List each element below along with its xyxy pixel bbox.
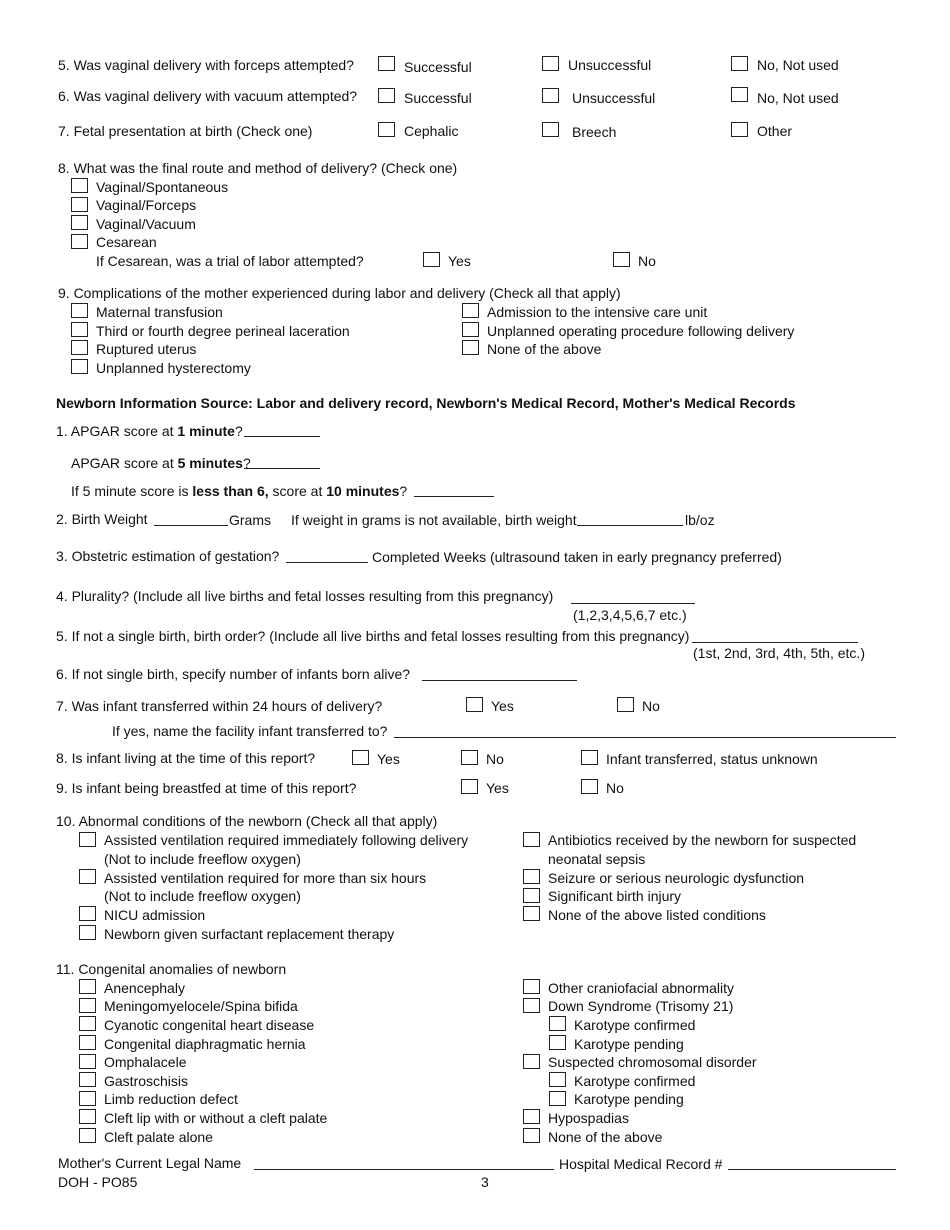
living-status-unknown-label: Infant transferred, status unknown: [606, 751, 818, 767]
q6-not-used-checkbox[interactable]: [731, 87, 748, 102]
birth-weight-label: 2. Birth Weight: [56, 511, 148, 527]
q9-ruptured-uterus-label: Ruptured uterus: [96, 341, 197, 357]
cyanotic-heart-checkbox[interactable]: [79, 1016, 96, 1031]
q9-hysterectomy-label: Unplanned hysterectomy: [96, 360, 251, 376]
none-conditions-label: None of the above listed conditions: [548, 907, 766, 923]
cleft-lip-checkbox[interactable]: [79, 1109, 96, 1124]
breastfed-no-checkbox[interactable]: [581, 779, 598, 794]
q8-trial-yes-checkbox[interactable]: [423, 252, 440, 267]
vent-immediate-checkbox[interactable]: [79, 832, 96, 847]
q6-not-used-label: No, Not used: [757, 90, 839, 106]
q8-spontaneous-label: Vaginal/Spontaneous: [96, 179, 229, 195]
q9-laceration-checkbox[interactable]: [71, 322, 88, 337]
infants-alive-question: 6. If not single birth, specify number of infants born alive?: [56, 666, 411, 682]
q8-trial-yes-label: Yes: [448, 253, 471, 269]
birth-order-hint: (1st, 2nd, 3rd, 4th, 5th, etc.): [693, 645, 865, 661]
cleft-lip-label: Cleft lip with or without a cleft palate: [104, 1110, 328, 1126]
breastfed-no-label: No: [606, 780, 624, 796]
q5-unsuccessful-checkbox[interactable]: [542, 56, 559, 71]
omphalacele-label: Omphalacele: [104, 1054, 187, 1070]
hypospadias-checkbox[interactable]: [523, 1109, 540, 1124]
plurality-question: 4. Plurality? (Include all live births and fetal losses resulting from this pregnancy): [56, 588, 554, 604]
q9-hysterectomy-checkbox[interactable]: [71, 359, 88, 374]
vent-six-hours-label: Assisted ventilation required for more than six hours: [104, 870, 427, 886]
q9-laceration-label: Third or fourth degree perineal laceration: [96, 323, 350, 339]
q8-trial-of-labor-question: If Cesarean, was a trial of labor attempted?: [96, 253, 364, 269]
living-yes-label: Yes: [377, 751, 400, 767]
q6-successful-checkbox[interactable]: [378, 88, 395, 103]
q6-unsuccessful-label: Unsuccessful: [572, 90, 656, 106]
antibiotics-checkbox[interactable]: [523, 832, 540, 847]
living-yes-checkbox[interactable]: [352, 750, 369, 765]
omphalacele-checkbox[interactable]: [79, 1054, 96, 1069]
apgar-1min-field[interactable]: [244, 436, 320, 437]
apgar-5min-question: APGAR score at 5 minutes?: [71, 455, 251, 471]
gestation-weeks-label: Completed Weeks (ultrasound taken in early pregnancy preferred): [372, 549, 782, 565]
cyanotic-heart-label: Cyanotic congenital heart disease: [104, 1017, 315, 1033]
q9-operating-procedure-checkbox[interactable]: [462, 322, 479, 337]
transferred-no-checkbox[interactable]: [617, 697, 634, 712]
antibiotics-label: Antibiotics received by the newborn for suspected: [548, 832, 857, 848]
antibiotics-note: neonatal sepsis: [548, 851, 646, 867]
infants-alive-field[interactable]: [422, 680, 577, 681]
hypospadias-label: Hypospadias: [548, 1110, 629, 1126]
q7-other-label: Other: [757, 123, 793, 139]
living-no-checkbox[interactable]: [461, 750, 478, 765]
q7-other-checkbox[interactable]: [731, 122, 748, 137]
q8-route-question: 8. What was the final route and method of delivery? (Check one): [58, 160, 458, 176]
down-syndrome-checkbox[interactable]: [523, 998, 540, 1013]
q8-trial-no-label: No: [638, 253, 656, 269]
q9-none-label: None of the above: [487, 341, 602, 357]
q5-forceps-question: 5. Was vaginal delivery with forceps attempted?: [58, 57, 354, 73]
q5-unsuccessful-label: Unsuccessful: [568, 57, 652, 73]
medical-record-field[interactable]: [728, 1169, 896, 1170]
down-syndrome-label: Down Syndrome (Trisomy 21): [548, 998, 734, 1014]
q5-not-used-label: No, Not used: [757, 57, 839, 73]
mother-name-field[interactable]: [254, 1169, 554, 1170]
breastfed-question: 9. Is infant being breastfed at time of this report?: [56, 780, 357, 796]
down-karotype-pending-checkbox[interactable]: [549, 1035, 566, 1050]
chromosomal-karotype-confirmed-checkbox[interactable]: [549, 1072, 566, 1087]
newborn-section-heading: Newborn Information Source: Labor and delivery record, Newborn's Medical Record, Mother's Medical Records: [56, 395, 796, 411]
spina-bifida-checkbox[interactable]: [79, 998, 96, 1013]
chromosomal-karotype-pending-checkbox[interactable]: [549, 1091, 566, 1106]
apgar-10min-field[interactable]: [414, 496, 494, 497]
apgar-1min-question: 1. APGAR score at 1 minute?: [56, 423, 243, 439]
birth-injury-checkbox[interactable]: [523, 888, 540, 903]
craniofacial-checkbox[interactable]: [523, 979, 540, 994]
chromosomal-karotype-confirmed-label: Karotype confirmed: [574, 1073, 696, 1089]
birth-weight-lboz-field[interactable]: [577, 525, 683, 526]
birth-order-field[interactable]: [692, 642, 858, 643]
down-karotype-confirmed-label: Karotype confirmed: [574, 1017, 696, 1033]
q7-breech-label: Breech: [572, 124, 617, 140]
gestation-weeks-field[interactable]: [286, 562, 368, 563]
transferred-yes-checkbox[interactable]: [466, 697, 483, 712]
surfactant-label: Newborn given surfactant replacement therapy: [104, 926, 395, 942]
page-number: 3: [481, 1174, 489, 1190]
diaphragmatic-hernia-checkbox[interactable]: [79, 1035, 96, 1050]
limb-reduction-checkbox[interactable]: [79, 1091, 96, 1106]
birth-weight-lboz-unit: lb/oz: [685, 512, 715, 528]
q9-icu-checkbox[interactable]: [462, 303, 479, 318]
diaphragmatic-hernia-label: Congenital diaphragmatic hernia: [104, 1036, 306, 1052]
q8-forceps-label: Vaginal/Forceps: [96, 197, 197, 213]
breastfed-yes-checkbox[interactable]: [461, 779, 478, 794]
q6-unsuccessful-checkbox[interactable]: [542, 88, 559, 103]
q9-ruptured-uterus-checkbox[interactable]: [71, 340, 88, 355]
spina-bifida-label: Meningomyelocele/Spina bifida: [104, 998, 298, 1014]
plurality-field[interactable]: [571, 603, 695, 604]
q6-successful-label: Successful: [404, 90, 472, 106]
vent-six-hours-note: (Not to include freeflow oxygen): [104, 888, 301, 904]
apgar-5min-field[interactable]: [244, 468, 320, 469]
none-conditions-checkbox[interactable]: [523, 906, 540, 921]
living-status-unknown-checkbox[interactable]: [581, 750, 598, 765]
limb-reduction-label: Limb reduction defect: [104, 1091, 238, 1107]
q8-vacuum-label: Vaginal/Vacuum: [96, 216, 196, 232]
q9-none-checkbox[interactable]: [462, 340, 479, 355]
transfer-facility-label: If yes, name the facility infant transferred to?: [112, 723, 388, 739]
cleft-palate-label: Cleft palate alone: [104, 1129, 213, 1145]
apgar-10min-question: If 5 minute score is less than 6, score at 10 minutes?: [71, 483, 408, 499]
gestation-question: 3. Obstetric estimation of gestation?: [56, 548, 280, 564]
congenital-anomalies-question: 11. Congenital anomalies of newborn: [56, 961, 287, 977]
gastroschisis-checkbox[interactable]: [79, 1072, 96, 1087]
q9-transfusion-checkbox[interactable]: [71, 303, 88, 318]
q9-operating-procedure-label: Unplanned operating procedure following delivery: [487, 323, 795, 339]
chromosomal-disorder-checkbox[interactable]: [523, 1054, 540, 1069]
birth-weight-alt-label: If weight in grams is not available, birth weight: [291, 512, 577, 528]
q8-vacuum-checkbox[interactable]: [71, 215, 88, 230]
transfer-facility-field[interactable]: [394, 737, 896, 738]
gastroschisis-label: Gastroschisis: [104, 1073, 189, 1089]
none-anomalies-checkbox[interactable]: [523, 1128, 540, 1143]
q7-cephalic-label: Cephalic: [404, 123, 459, 139]
q8-cesarean-label: Cesarean: [96, 234, 157, 250]
q5-successful-checkbox[interactable]: [378, 56, 395, 71]
anencephaly-label: Anencephaly: [104, 980, 185, 996]
birth-weight-grams-unit: Grams: [229, 512, 271, 528]
q7-breech-checkbox[interactable]: [542, 122, 559, 137]
q5-not-used-checkbox[interactable]: [731, 56, 748, 71]
q9-complications-question: 9. Complications of the mother experienced during labor and delivery (Check all that apply): [58, 285, 621, 301]
abnormal-conditions-question: 10. Abnormal conditions of the newborn (Check all that apply): [56, 813, 438, 829]
birth-injury-label: Significant birth injury: [548, 888, 682, 904]
chromosomal-karotype-pending-label: Karotype pending: [574, 1091, 684, 1107]
infant-transferred-question: 7. Was infant transferred within 24 hours of delivery?: [56, 698, 383, 714]
down-karotype-pending-label: Karotype pending: [574, 1036, 684, 1052]
form-id: DOH - PO85: [58, 1174, 138, 1190]
q8-trial-no-checkbox[interactable]: [613, 252, 630, 267]
seizure-label: Seizure or serious neurologic dysfunction: [548, 870, 805, 886]
living-no-label: No: [486, 751, 504, 767]
chromosomal-disorder-label: Suspected chromosomal disorder: [548, 1054, 757, 1070]
plurality-hint: (1,2,3,4,5,6,7 etc.): [573, 607, 687, 623]
vent-six-hours-checkbox[interactable]: [79, 869, 96, 884]
down-karotype-confirmed-checkbox[interactable]: [549, 1016, 566, 1031]
q8-forceps-checkbox[interactable]: [71, 197, 88, 212]
q8-spontaneous-checkbox[interactable]: [71, 178, 88, 193]
vent-immediate-note: (Not to include freeflow oxygen): [104, 851, 301, 867]
q6-vacuum-question: 6. Was vaginal delivery with vacuum attempted?: [58, 88, 358, 104]
anencephaly-checkbox[interactable]: [79, 979, 96, 994]
none-anomalies-label: None of the above: [548, 1129, 663, 1145]
nicu-admission-checkbox[interactable]: [79, 906, 96, 921]
mother-name-label: Mother's Current Legal Name: [58, 1155, 242, 1171]
transferred-yes-label: Yes: [491, 698, 514, 714]
medical-record-label: Hospital Medical Record #: [559, 1156, 723, 1172]
q7-presentation-question: 7. Fetal presentation at birth (Check one): [58, 123, 313, 139]
vent-immediate-label: Assisted ventilation required immediately following delivery: [104, 832, 469, 848]
transferred-no-label: No: [642, 698, 660, 714]
q9-transfusion-label: Maternal transfusion: [96, 304, 223, 320]
q8-cesarean-checkbox[interactable]: [71, 234, 88, 249]
q7-cephalic-checkbox[interactable]: [378, 122, 395, 137]
breastfed-yes-label: Yes: [486, 780, 509, 796]
infant-living-question: 8. Is infant living at the time of this report?: [56, 750, 316, 766]
q9-icu-label: Admission to the intensive care unit: [487, 304, 708, 320]
q5-successful-label: Successful: [404, 59, 472, 75]
birth-order-question: 5. If not a single birth, birth order? (Include all live births and fetal losses resulting from this pregnancy): [56, 628, 690, 644]
birth-weight-grams-field[interactable]: [154, 525, 228, 526]
seizure-checkbox[interactable]: [523, 869, 540, 884]
surfactant-checkbox[interactable]: [79, 925, 96, 940]
cleft-palate-checkbox[interactable]: [79, 1128, 96, 1143]
craniofacial-label: Other craniofacial abnormality: [548, 980, 734, 996]
nicu-admission-label: NICU admission: [104, 907, 206, 923]
